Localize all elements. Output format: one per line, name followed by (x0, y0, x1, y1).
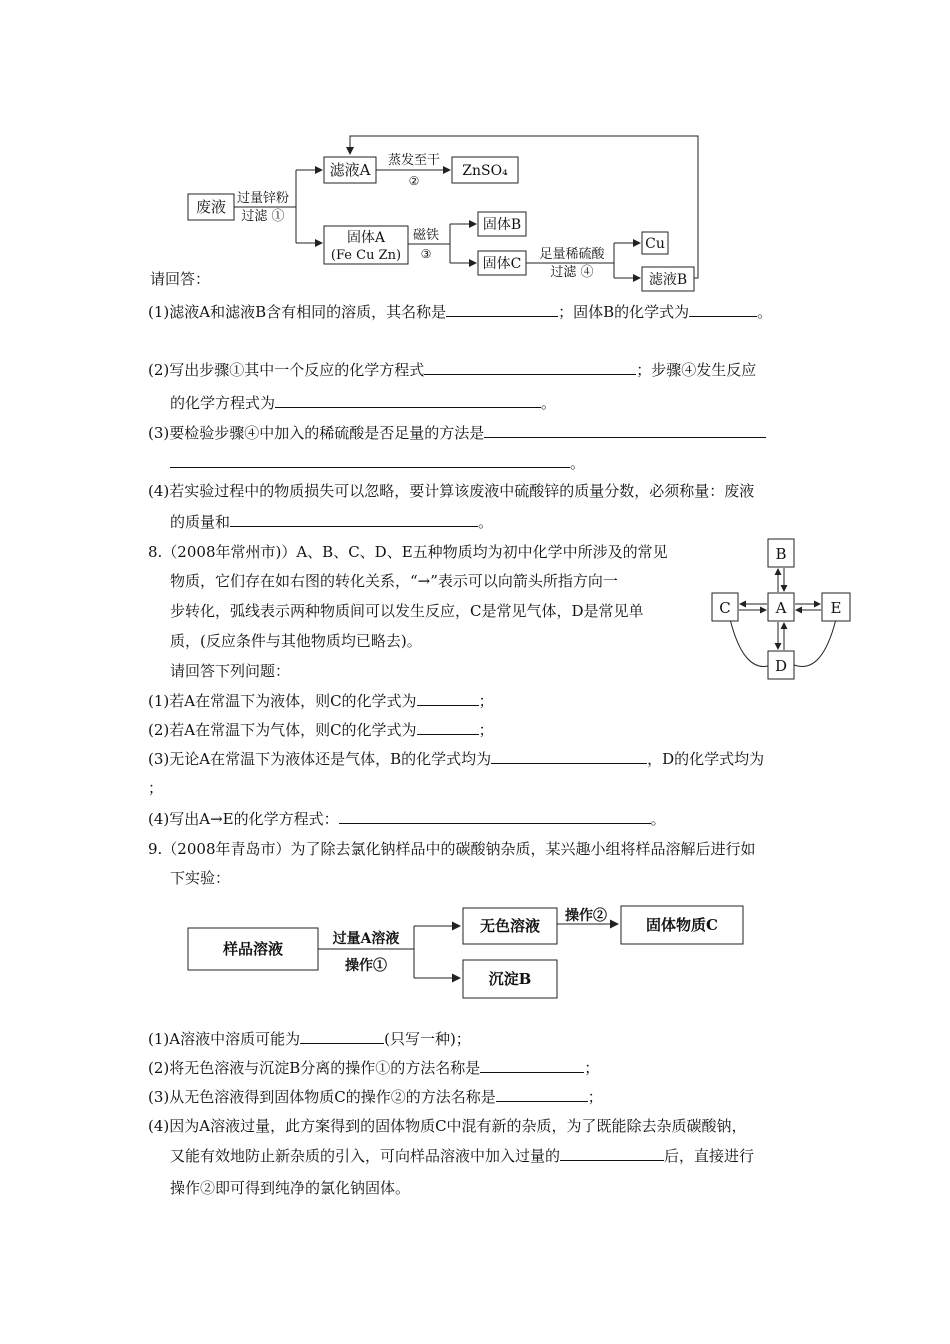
q8-p1-blank[interactable] (417, 690, 479, 706)
q9-stem-line1: 9.（2008年青岛市）为了除去氯化钠样品中的碳酸钠杂质，某兴趣小组将样品溶解后进行如 (148, 840, 756, 858)
separation-diagram (182, 898, 752, 1008)
q9-part1: (1)A溶液中溶质可能为 (只写一种)； (148, 1030, 471, 1048)
q8-p2-blank[interactable] (417, 719, 479, 735)
cu-label: Cu (645, 236, 665, 252)
q8-part2: (2)若A在常温下为气体，则C的化学式为 ； (148, 721, 494, 739)
q8-stem-line4: 质，(反应条件与其他物质均已略去)。 (170, 632, 422, 650)
step2-number: ② (408, 174, 420, 188)
q8-p4-blank[interactable] (339, 808, 651, 824)
q8-part4: (4)写出A→E的化学方程式： 。 (148, 810, 666, 828)
q9-p1-blank[interactable] (300, 1028, 384, 1044)
step3-operation: 磁铁 (412, 228, 440, 243)
q9-stem-line2: 下实验： (170, 869, 231, 887)
q9-part2: (2)将无色溶液与沉淀B分离的操作①的方法名称是 ； (148, 1059, 600, 1077)
q7-p1-blank-b[interactable] (689, 301, 757, 317)
q8-prompt: 请回答下列问题： (170, 662, 291, 680)
colorless-solution-label: 无色溶液 (479, 917, 541, 935)
waste-label: 废液 (195, 198, 227, 216)
q9-p4-blank[interactable] (560, 1145, 664, 1161)
node-c-label: C (719, 599, 731, 617)
node-d-label: D (774, 657, 788, 675)
solid-a-composition: (Fe Cu Zn) (330, 248, 402, 263)
q8-stem-line1: 8.（2008年常州市)）A、B、C、D、E五种物质均为初中化学中所涉及的常见 (148, 543, 668, 561)
step1-reagent: 过量锌粉 (236, 191, 290, 206)
q7-intro: 请回答： (150, 270, 211, 288)
step1-operation: 过滤 ① (241, 209, 285, 224)
q7-p1-blank-a[interactable] (446, 301, 558, 317)
node-e-label: E (830, 599, 842, 617)
sample-label: 样品溶液 (222, 940, 284, 958)
op2-label: 操作② (565, 908, 607, 924)
q7-part4-cont: 的质量和 。 (170, 513, 494, 531)
q8-stem-line3: 步转化，弧线表示两种物质间可以发生反应，C是常见气体，D是常见单 (170, 602, 644, 620)
q9-p3-blank[interactable] (496, 1086, 588, 1102)
node-a-label: A (775, 599, 787, 617)
q7-part3: (3)要检验步骤④中加入的稀硫酸是否足量的方法是 (148, 422, 766, 444)
q7-part2: (2)写出步骤①其中一个反应的化学方程式 ；步骤④发生反应 (148, 361, 757, 379)
znso4-label: ZnSO₄ (462, 163, 508, 179)
q8-p3-blank[interactable] (491, 748, 647, 764)
solid-c-label: 固体C (482, 256, 522, 272)
q7-part3-cont: 。 (170, 452, 585, 474)
q9-p2-blank[interactable] (480, 1057, 584, 1073)
q7-part4: (4)若实验过程中的物质损失可以忽略，要计算该废液中硫酸锌的质量分数，必须称量：废液 (148, 482, 755, 500)
step4-reagent: 足量稀硫酸 (539, 247, 605, 262)
node-b-label: B (775, 545, 787, 563)
q9-part4: (4)因为A溶液过量，此方案得到的固体物质C中混有新的杂质，为了既能除去杂质碳酸钠， (148, 1117, 747, 1135)
step2-operation: 蒸发至干 (387, 153, 441, 168)
solid-a-label: 固体A (346, 230, 386, 246)
solid-b-label: 固体B (482, 217, 522, 233)
q8-part3-end: ； (148, 779, 164, 797)
conversion-diagram (708, 535, 856, 685)
waste-flow-diagram (180, 128, 720, 293)
q7-p2-blank-b[interactable] (275, 392, 541, 408)
q7-p3-blank-a[interactable] (484, 422, 766, 438)
q9-part4-cont: 又能有效地防止新杂质的引入，可向样品溶液中加入过量的 后，直接进行 (170, 1147, 755, 1165)
precipitate-b-label: 沉淀B (488, 970, 532, 988)
step4-operation: 过滤 ④ (550, 265, 594, 280)
q8-stem-line2: 物质，它们存在如右图的转化关系，“→”表示可以向箭头所指方向一 (170, 572, 618, 590)
q9-part4-end: 操作②即可得到纯净的氯化钠固体。 (170, 1179, 411, 1197)
solid-c-label: 固体物质C (646, 916, 718, 934)
q7-p3-blank-b[interactable] (170, 452, 570, 468)
step3-number: ③ (420, 247, 432, 261)
reagent-label: 过量A溶液 (332, 931, 400, 947)
q7-part2-cont: 的化学方程式为 。 (170, 394, 557, 412)
op1-label: 操作① (345, 958, 387, 974)
q7-part1: (1)滤液A和滤液B含有相同的溶质，其名称是 ；固体B的化学式为 。 (148, 303, 773, 321)
q8-part1: (1)若A在常温下为液体，则C的化学式为 ； (148, 692, 494, 710)
filtrate-a-label: 滤液A (329, 161, 371, 179)
q7-p2-blank-a[interactable] (424, 359, 636, 375)
q9-part3: (3)从无色溶液得到固体物质C的操作②的方法名称是 ； (148, 1088, 603, 1106)
q8-part3: (3)无论A在常温下为液体还是气体，B的化学式均为 ，D的化学式均为 (148, 750, 765, 768)
filtrate-b-label: 滤液B (648, 272, 688, 288)
q7-p4-blank[interactable] (230, 511, 478, 527)
